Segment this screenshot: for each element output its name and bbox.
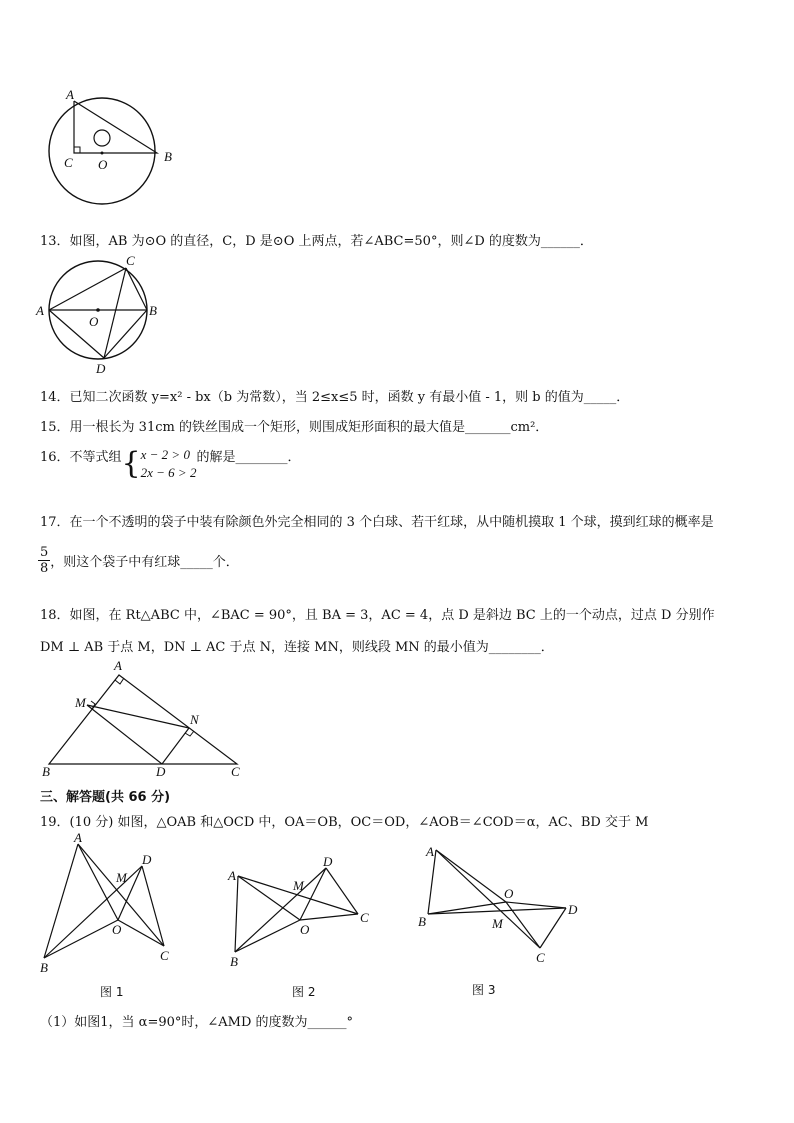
fig1-label-c: C [160, 948, 169, 963]
fig3-label-m: M [492, 916, 503, 931]
fig3-caption: 图 3 [472, 983, 496, 997]
label-a: A [114, 658, 122, 673]
q14-text: 14．已知二次函数 y=x² - bx（b 为常数），当 2≤x≤5 时，函数 y 有最小值 - 1，则 b 的值为_____． [40, 390, 630, 405]
fig2-label-a: A [228, 868, 236, 883]
figure-2 [227, 854, 369, 999]
figure-q19 [30, 832, 590, 1002]
fig2-label-d: D [323, 854, 333, 869]
seg-bd [44, 866, 142, 958]
center-dot [101, 152, 104, 155]
figure-q18 [38, 658, 253, 780]
label-c: C [64, 155, 73, 170]
label-a: A [36, 303, 44, 318]
seg-bd [235, 868, 326, 952]
fig2-caption: 图 2 [292, 985, 316, 999]
circle-o [49, 98, 155, 204]
q17-text2: ，则这个袋子中有红球_____个． [50, 555, 239, 570]
fig2-label-o: O [300, 922, 310, 937]
figure-1 [40, 832, 169, 999]
right-angle-mark [74, 147, 80, 153]
seg-ab [44, 844, 78, 958]
q17-line2 [38, 545, 239, 576]
label-b: B [164, 149, 172, 164]
inequality-1: x − 2 > 0 [140, 447, 190, 462]
segment-cb [126, 268, 147, 310]
fraction-denominator: 8 [40, 561, 49, 576]
seg-dc [540, 908, 566, 948]
triangle-abc [49, 675, 237, 764]
label-n: N [190, 712, 199, 727]
brace-icon: { [121, 446, 141, 481]
seg-dc [142, 866, 164, 946]
fig1-label-b: B [40, 960, 48, 975]
right-angle-m [91, 701, 95, 709]
center-dot [96, 308, 100, 312]
figure-q12 [40, 85, 190, 207]
fig3-label-a: A [426, 844, 434, 859]
fig3-label-d: D [568, 902, 578, 917]
fig3-label-o: O [504, 886, 514, 901]
label-c: C [126, 253, 135, 268]
fig3-label-b: B [418, 914, 426, 929]
seg-oa [436, 850, 506, 902]
figure-3 [418, 844, 578, 997]
fig1-label-o: O [112, 922, 122, 937]
seg-ab [428, 850, 436, 914]
fig1-label-a: A [74, 832, 82, 845]
q16-prefix: 16．不等式组 [40, 450, 122, 465]
label-b: B [149, 303, 157, 318]
q18-line2: DM ⊥ AB 于点 M，DN ⊥ AC 于点 N，连接 MN，则线段 MN 的最小值为________． [40, 640, 554, 655]
fig2-label-b: B [230, 954, 238, 969]
fig2-label-m: M [293, 878, 304, 893]
seg-oa [78, 844, 118, 920]
small-circle [94, 130, 110, 146]
q18-line1: 18．如图，在 Rt△ABC 中，∠BAC = 90°，且 BA = 3，AC = 4，点 D 是斜边 BC 上的一个动点，过点 D 分别作 [40, 608, 715, 623]
triangle-abc [74, 101, 157, 153]
label-o: O [89, 314, 99, 329]
fig2-label-c: C [360, 910, 369, 925]
section-heading: 三、解答题(共 66 分) [40, 790, 171, 805]
segment-cd [104, 268, 126, 358]
fig3-label-c: C [536, 950, 545, 965]
seg-od [506, 902, 566, 908]
q19-part1: （1）如图1，当 α=90°时，∠AMD 的度数为______° [40, 1015, 354, 1030]
label-d: D [156, 764, 166, 779]
figure-q13 [34, 253, 164, 375]
fig1-label-d: D [142, 852, 152, 867]
label-m: M [75, 695, 86, 710]
seg-dc [326, 868, 358, 914]
inequality-2: 2x − 6 > 2 [140, 465, 197, 480]
q16-suffix: 的解是________． [196, 450, 301, 465]
fig1-caption: 图 1 [100, 985, 124, 999]
label-c: C [231, 764, 240, 779]
fig1-label-m: M [116, 870, 127, 885]
label-d: D [96, 361, 106, 375]
q15-text: 15．用一根长为 31cm 的铁丝围成一个矩形，则围成矩形面积的最大值是_______cm²． [40, 420, 549, 435]
seg-oc [118, 920, 164, 946]
label-b: B [42, 764, 50, 779]
seg-ac [436, 850, 540, 948]
inequality-system [141, 446, 197, 482]
q19-text: 19．(10 分) 如图，△OAB 和△OCD 中，OA＝OB，OC＝OD，∠AOB＝∠COD＝α，AC、BD 交于 M [40, 815, 649, 830]
q17-text: 17．在一个不透明的袋子中装有除颜色外完全相同的 3 个白球、若干红球，从中随机摸取 1 个球，摸到红球的概率是 [40, 515, 714, 530]
seg-oc [300, 914, 358, 920]
label-a: A [66, 87, 74, 102]
label-o: O [98, 157, 108, 172]
seg-ob [235, 920, 300, 952]
seg-od [300, 868, 326, 920]
seg-ob [44, 920, 118, 958]
q16 [40, 446, 300, 482]
fraction-numerator: 5 [40, 545, 49, 560]
seg-oa [238, 876, 300, 920]
probability-fraction [38, 545, 50, 576]
seg-ab [235, 876, 238, 952]
segment-ac [49, 268, 126, 310]
q13-text: 13．如图，AB 为⊙O 的直径，C，D 是⊙O 上两点，若∠ABC=50°，则∠D 的度数为______． [40, 234, 593, 249]
